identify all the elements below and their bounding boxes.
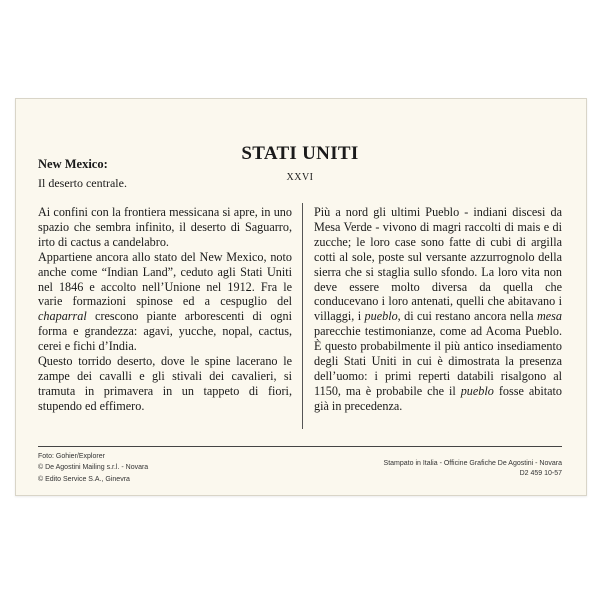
region-subtitle: Il deserto centrale. xyxy=(38,176,127,190)
footer-rule xyxy=(38,446,562,447)
printer-info xyxy=(384,459,562,479)
copyright-line: © De Agostini Mailing s.r.l. - Novara xyxy=(38,464,149,472)
emphasis: chaparral xyxy=(38,309,87,324)
credits xyxy=(38,451,148,485)
paragraph: Questo torrido deserto, dove le spine lacerano le zampe dei cavalli e gli stivali dei cavalieri, si tramuta in primavera in un tappeto di fiori, stupendo ed effimero. xyxy=(38,354,292,413)
emphasis: mesa xyxy=(536,309,562,324)
product-code: D2 459 10-57 xyxy=(519,470,562,477)
printer-line: Stampato in Italia - Officine Grafiche De Agostini - Novara xyxy=(383,460,562,467)
region-heading: New Mexico: xyxy=(38,157,108,171)
paragraph: Più a nord gli ultimi Pueblo - indiani discesi da Mesa Verde - vivono di magri raccolti di mais e di zucche; le loro case sono fatte di cubi di argilla cotti al sole, poste sul versante azzurrognolo della sierra che si staglia sullo sfondo. La loro vita non deve essere molto diversa da quella che conducevano i loro antenati, quelli che abitavano i villaggi, i pueblo, di cui restano ancora nella mesa parecchie testimonianze, come ad Acoma Pueblo. È questo probabilmente il più antico insediamento degli Stati Uniti in cui è dimostrata la presenza dell’uomo: i primi reperti databili risalgono al 1150, ma è probabile che il pueblo fosse abitato già in precedenza. xyxy=(314,205,562,413)
paragraph: Ai confini con la frontiera messicana si apre, in uno spazio che sembra infinito, il deserto di Saguarro, irto di cactus a candelabro. xyxy=(38,205,292,249)
paragraph: Appartiene ancora allo stato del New Mexico, noto anche come “Indian Land”, ceduto agli Stati Uniti nel 1846 e accolto nell’Unione nel 1912. Fra le varie formazioni spinose ed a cespuglio del chaparral crescono piante arborescenti di ogni forma e grandezza: agavi, yucche, nopal, cactus, cerei e fichi d’India. xyxy=(38,249,292,354)
emphasis: pueblo xyxy=(364,309,398,324)
photo-credit: Foto: Gohier/Explorer xyxy=(38,453,105,460)
card-number: XXVI xyxy=(286,172,314,183)
emphasis: pueblo xyxy=(460,383,494,398)
page-title: STATI UNITI xyxy=(241,143,359,164)
right-column xyxy=(314,205,562,414)
column-divider xyxy=(302,203,303,429)
left-column xyxy=(38,205,292,414)
copyright-line: © Edito Service S.A., Ginevra xyxy=(38,475,130,483)
